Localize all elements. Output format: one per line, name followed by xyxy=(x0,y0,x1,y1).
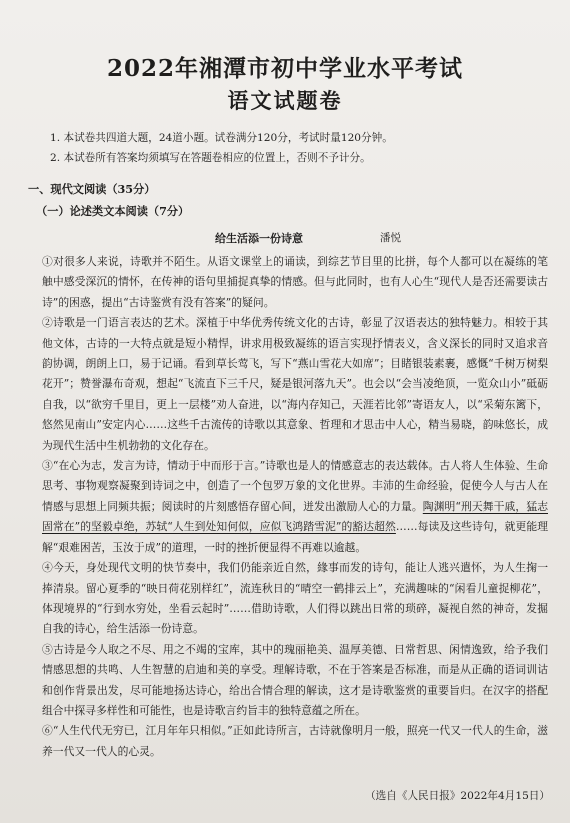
article-body xyxy=(42,252,548,762)
subsection-heading: （一）论述类文本阅读（7分） xyxy=(36,204,190,218)
paragraph-2: ②诗歌是一门语言表达的艺术。深植于中华优秀传统文化的古诗，彰显了汉语表达的独特魅力。相较于其他文体，古诗的一大特点就是短小精悍，讲求用极致凝练的语言实现抒情表义，含义深长的同时又追求音韵协调，朗朗上口，易于记诵。看到草长莺飞，写下“燕山雪花大如席”；目睹银装素裹，感慨“千树万树梨花开”；赞誉瀑布奇观，想起“飞流直下三千尺，疑是银河落九天”。也会以“会当凌绝顶，一览众山小”砥砺自我，以“欲穷千里目，更上一层楼”劝人奋进，以“海内存知己，天涯若比邻”寄语友人，以“采菊东篱下，悠然见南山”安定内心……这些千古流传的诗歌以其意象、哲理和才思击中人心，精当易晓，韵味悠长，成为现代生活中生机勃勃的文化存在。 xyxy=(42,316,548,452)
exam-notes xyxy=(50,128,556,168)
note-item: 2. 本试卷所有答案均须填写在答题卷相应的位置上，否则不予计分。 xyxy=(50,152,371,164)
paragraph-6: ⑥“人生代代无穷已，江月年年只相似。”正如此诗所言，古诗就像明月一般，照亮一代又一代人的生命，滋养一代又一代人的心灵。 xyxy=(42,724,548,758)
paragraph-3-part-b: ……每读及这些诗句，就更能理解“艰难困苦，玉汝于成”的道理，一时的挫折便显得不再难以逾越。 xyxy=(42,520,548,554)
article-source: （选自《人民日报》2022年4月15日） xyxy=(365,790,550,802)
exam-title: 2022年湘潭市初中学业水平考试 xyxy=(106,55,463,82)
article-title: 给生活添一份诗意 xyxy=(215,232,303,245)
paragraph-4: ④今天，身处现代文明的快节奏中，我们仍能亲近自然，緣事而发的诗句，能让人逃兴遣怀，为人生掬一捧清泉。留心夏季的“映日荷花别样红”，流连秋日的“晴空一鹤排云上”，充满趣味的“闲看儿童捉柳花”，体现境界的“行到水穷处，坐看云起时”……借助诗歌，人们得以跳出日常的琐碎，凝视自然的神奇，发掘自我的诗心，给生活添一份诗意。 xyxy=(42,561,548,636)
section-heading: 一、现代文阅读（35分） xyxy=(28,182,156,196)
article-author: 潘悦 xyxy=(380,232,401,244)
paragraph-5: ⑤古诗是今人取之不尽、用之不竭的宝库，其中的瑰丽艳美、温厚美德、日常哲思、闲情逸致，给予我们情感思想的共鸣、人生智慧的启迪和美的享受。理解诗歌，不在于答案是否标准，而是从正确的语词训诂和创作背景出发，尽可能地扬达诗心，给出合情合理的解读，这才是诗歌鉴赏的重要旨归。在汉字的搭配组合中探寻多样性和可能性，也是诗歌言约旨丰的独特意蕴之所在。 xyxy=(42,642,548,717)
paragraph-3 xyxy=(42,456,548,558)
paragraph-3-part-a: ③“在心为志，发言为诗，情动于中而形于言。”诗歌也是人的情感意志的表达载体。古人将人生体验、生命思考、事物观察凝聚到诗词之中，创造了一个包罗万象的文化世界。丰沛的生命经验，促使今人与古人在情感与思想上同频共振；阅读时的片刻感悟存留心间，迸发出激励人心的力量。 xyxy=(42,459,548,513)
underlined-sentence: 陶渊明“刑天舞干戚，猛志固常在”的坚毅卓绝，苏轼“人生到处知何似，应似飞鸿踏雪泥”的豁达超然 xyxy=(42,499,548,534)
note-item: 1. 本试卷共四道大题，24道小题。试卷满分120分，考试时量120分钟。 xyxy=(50,132,393,144)
paragraph-1: ①对很多人来说，诗歌并不陌生。从语文课堂上的诵读，到综艺节目里的比拼，每个人都可以在凝练的笔触中感受深沉的情怀，在传神的语句里捕捉真挚的情感。但与此同时，也有人心生“现代人是否还需要读古诗”的困惑，提出“古诗鉴赏有没有答案”的疑问。 xyxy=(42,255,548,309)
exam-subtitle: 语文试题卷 xyxy=(227,88,343,113)
